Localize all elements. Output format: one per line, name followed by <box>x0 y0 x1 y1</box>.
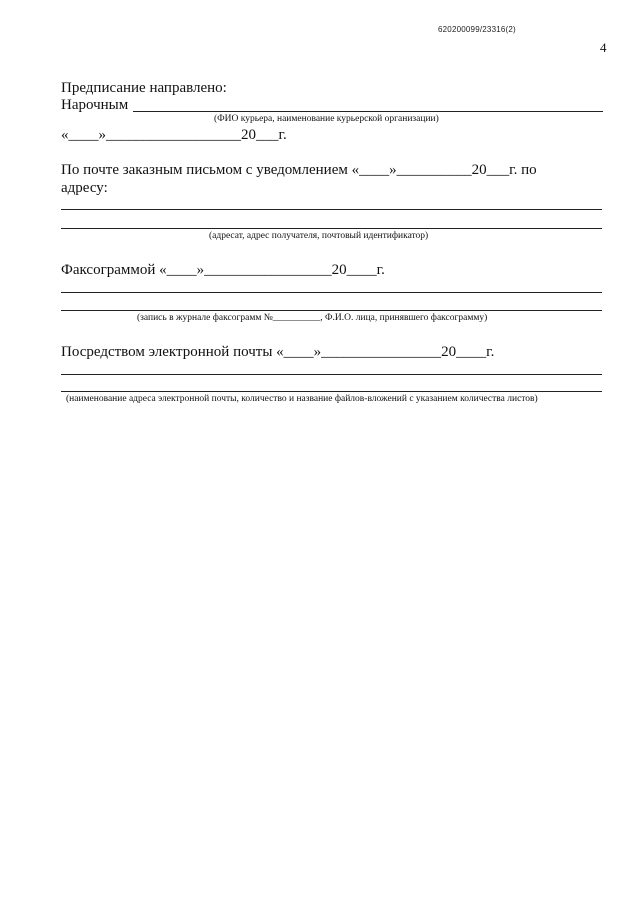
document-id: 620200099/23316(2) <box>438 25 516 34</box>
post-address-line-1 <box>61 209 602 210</box>
fax-fill-line-1 <box>61 292 602 293</box>
post-method-line: По почте заказным письмом с уведомлением «____»__________20___г. по <box>61 162 537 178</box>
section-title: Предписание направлено: <box>61 80 227 96</box>
page-number: 4 <box>600 40 607 55</box>
fax-line: Факсограммой «____»_________________20____г. <box>61 262 385 278</box>
courier-caption: (ФИО курьера, наименование курьерской организации) <box>214 114 439 124</box>
post-address-line-2 <box>61 228 602 229</box>
fax-caption: (запись в журнале факсограмм №__________, Ф.И.О. лица, принявшего факсограмму) <box>137 313 488 323</box>
email-fill-line-2 <box>61 391 602 392</box>
post-address-label: адресу: <box>61 180 108 196</box>
email-fill-line-1 <box>61 374 602 375</box>
fax-fill-line-2 <box>61 310 602 311</box>
courier-label: Нарочным <box>61 97 129 113</box>
email-line: Посредством электронной почты «____»________________20____г. <box>61 344 495 360</box>
courier-fill-line <box>133 111 603 112</box>
courier-date: «____»__________________20___г. <box>61 127 287 143</box>
post-caption: (адресат, адрес получателя, почтовый идентификатор) <box>209 231 429 241</box>
email-caption: (наименование адреса электронной почты, количество и название файлов-вложений с указанием количества листов) <box>66 394 538 404</box>
